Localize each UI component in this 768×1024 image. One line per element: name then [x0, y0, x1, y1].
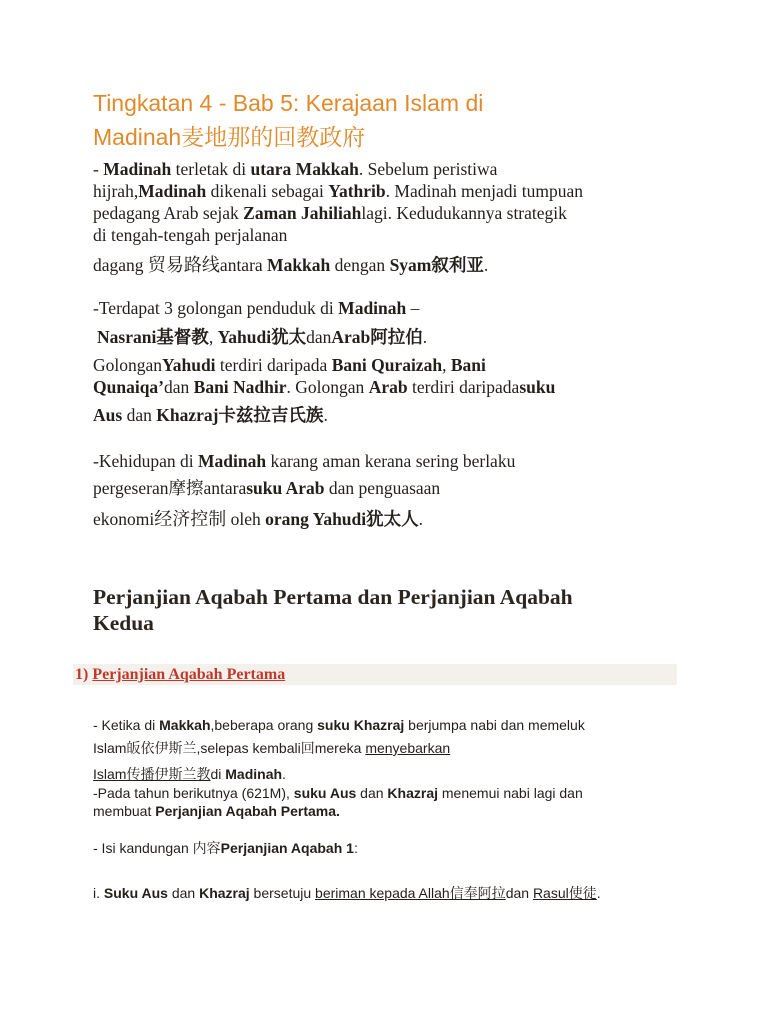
p2-line1: -Terdapat 3 golongan penduduk di Madinah – [93, 298, 420, 318]
section-heading-line2: Kedua [93, 611, 154, 635]
s1-line2: Islam皈依伊斯兰,selepas kembali回mereka menyebarkan [93, 740, 451, 756]
p1-line5: dagang 贸易路线antara Makkah dengan Syam叙利亚. [93, 255, 489, 275]
p3-line1: -Kehidupan di Madinah karang aman kerana sering berlaku [93, 451, 516, 471]
page-title-line1: Tingkatan 4 - Bab 5: Kerajaan Islam di [93, 90, 484, 116]
p3-line2: pergeseran摩擦antarasuku Arab dan penguasaan [93, 478, 441, 498]
page-title-line2: Madinah麦地那的回教政府 [93, 124, 366, 150]
s1-line5: membuat Perjanjian Aqabah Pertama. [93, 803, 340, 819]
s1-line6: - Isi kandungan 内容Perjanjian Aqabah 1: [93, 840, 358, 856]
p2-line2: Nasrani基督教, Yahudi犹太danArab阿拉伯. [97, 327, 428, 347]
subsection-number: 1) [75, 666, 89, 683]
p2-line4: Qunaiqa’dan Bani Nadhir. Golongan Arab terdiri daripadasuku [93, 377, 556, 397]
p3-line3: ekonomi经济控制 oleh orang Yahudi犹太人. [93, 509, 423, 529]
p1-line4: di tengah-tengah perjalanan [93, 225, 288, 245]
s1-line4: -Pada tahun berikutnya (621M), suku Aus dan Khazraj menemui nabi lagi dan [93, 785, 583, 801]
p1-line1: - Madinah terletak di utara Makkah. Sebelum peristiwa [93, 159, 498, 179]
s1-line1: - Ketika di Makkah,beberapa orang suku Khazraj berjumpa nabi dan memeluk [93, 717, 585, 733]
subsection-title [75, 665, 285, 685]
p1-line3: pedagang Arab sejak Zaman Jahiliahlagi. Kedudukannya strategik [93, 203, 567, 223]
p2-line3: GolonganYahudi terdiri daripada Bani Quraizah, Bani [93, 355, 486, 375]
section-heading-line1: Perjanjian Aqabah Pertama dan Perjanjian Aqabah [93, 585, 573, 609]
subsection-link[interactable]: Perjanjian Aqabah Pertama [92, 666, 286, 683]
s1-line3: Islam传播伊斯兰教di Madinah. [93, 766, 286, 782]
s1-line7: i. Suku Aus dan Khazraj bersetuju beriman kepada Allah信奉阿拉dan Rasul使徒. [93, 885, 601, 901]
p1-line2: hijrah,Madinah dikenali sebagai Yathrib. Madinah menjadi tumpuan [93, 181, 583, 201]
p2-line5: Aus dan Khazraj卡兹拉吉氏族. [93, 405, 328, 425]
